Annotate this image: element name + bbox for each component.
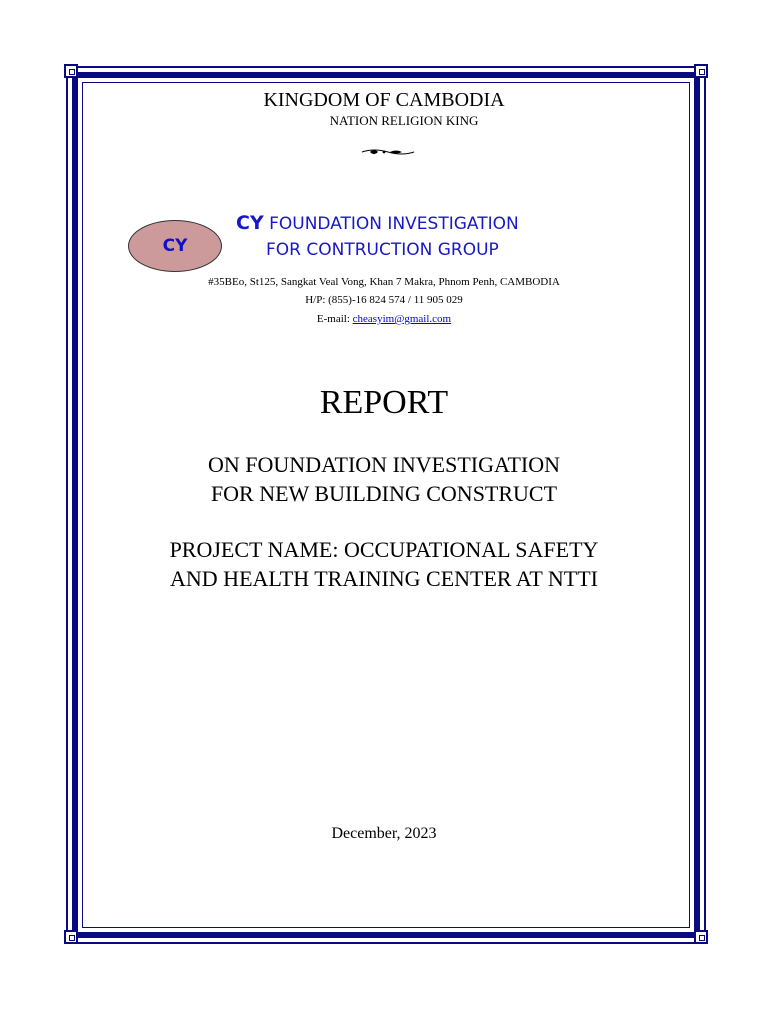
email-link[interactable]: cheasyim@gmail.com [352, 313, 452, 325]
company-phone: H/P: (855)-16 824 574 / 11 905 029 [305, 294, 463, 306]
email-label: E-mail: [316, 313, 353, 325]
divider-ornament-icon [360, 146, 416, 158]
project-name-line2: AND HEALTH TRAINING CENTER AT NTTI [170, 566, 598, 591]
report-date: December, 2023 [331, 825, 437, 842]
kingdom-heading: KINGDOM OF CAMBODIA [263, 89, 505, 111]
logo-badge-text: CY [162, 236, 188, 256]
border-corner-ornament [694, 64, 708, 78]
border-corner-ornament [64, 64, 78, 78]
company-name-line1 [236, 212, 519, 234]
border-corner-ornament [64, 930, 78, 944]
project-name-line1: PROJECT NAME: OCCUPATIONAL SAFETY [169, 537, 599, 562]
national-motto: NATION RELIGION KING [329, 113, 479, 128]
company-name-line2: FOR CONTRUCTION GROUP [266, 240, 499, 260]
company-logo-badge [128, 220, 222, 272]
report-subtitle-line1: ON FOUNDATION INVESTIGATION [208, 452, 560, 477]
company-email-line [0, 313, 768, 325]
company-name-text: FOUNDATION INVESTIGATION [263, 214, 519, 234]
company-name-prefix: CY [236, 212, 264, 234]
report-subtitle-line2: FOR NEW BUILDING CONSTRUCT [210, 481, 558, 506]
border-corner-ornament [694, 930, 708, 944]
company-address: #35BEo, St125, Sangkat Veal Vong, Khan 7 Makra, Phnom Penh, CAMBODIA [208, 276, 560, 288]
report-title: REPORT [319, 384, 449, 421]
